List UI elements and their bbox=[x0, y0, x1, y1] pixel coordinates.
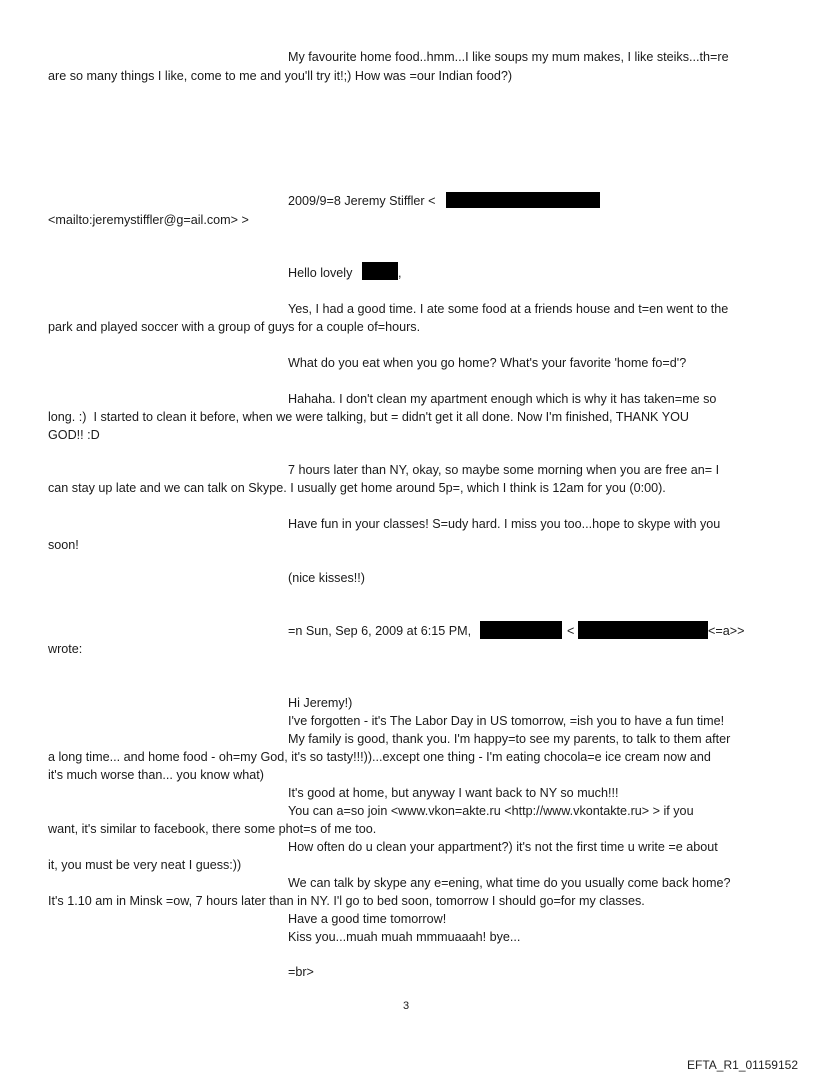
message-line: It's good at home, but anyway I want back to NY so much!!! bbox=[288, 786, 619, 800]
message-line: it's much worse than... you know what) bbox=[48, 768, 264, 782]
redaction-box bbox=[446, 192, 600, 208]
message-line: want, it's similar to facebook, there some phot=s of me too. bbox=[48, 822, 377, 836]
text-line: can stay up late and we can talk on Skype. I usually get home around 5p=, which I think is 12am for you (0:00). bbox=[48, 481, 666, 495]
message-line: I've forgotten - it's The Labor Day in US tomorrow, =ish you to have a fun time! bbox=[288, 714, 725, 728]
message-line: Hi Jeremy!) bbox=[288, 696, 353, 710]
redaction-box bbox=[362, 262, 398, 280]
bates-number: EFTA_R1_01159152 bbox=[687, 1058, 798, 1072]
text-line: (nice kisses!!) bbox=[288, 571, 365, 585]
text-line: 7 hours later than NY, okay, so maybe some morning when you are free an= I bbox=[288, 463, 720, 477]
text-line: are so many things I like, come to me and you'll try it!;) How was =our Indian food?) bbox=[48, 69, 513, 83]
message-line: a long time... and home food - oh=my God, it's so tasty!!!))...except one thing - I'm eating chocola=e ice cream now and bbox=[48, 750, 711, 764]
email-header-line: 2009/9=8 Jeremy Stiffler < bbox=[288, 194, 436, 208]
message-line: How often do u clean your appartment?) it's not the first time u write =e about bbox=[288, 840, 718, 854]
message-line: You can a=so join <www.vkon=akte.ru <http://www.vkontakte.ru> > if you bbox=[288, 804, 694, 818]
text-line: Hahaha. I don't clean my apartment enough which is why it has taken=me so bbox=[288, 392, 717, 406]
message-line: Have a good time tomorrow! bbox=[288, 912, 447, 926]
text-line: My favourite home food..hmm...I like soups my mum makes, I like steiks...th=re bbox=[288, 50, 729, 64]
message-line: =br> bbox=[288, 965, 314, 979]
text-line: long. :) I started to clean it before, when we were talking, but = didn't get it all done. Now I'm finished, THANK YOU bbox=[48, 410, 690, 424]
text-line: Have fun in your classes! S=udy hard. I miss you too...hope to skype with you bbox=[288, 517, 721, 531]
message-line: Kiss you...muah muah mmmuaaah! bye... bbox=[288, 930, 521, 944]
greeting-comma: , bbox=[398, 266, 402, 280]
page-number: 3 bbox=[403, 1000, 410, 1012]
email-header-tail: <=a>> bbox=[708, 624, 745, 638]
message-line: it, you must be very neat I guess:)) bbox=[48, 858, 242, 872]
message-line: It's 1.10 am in Minsk =ow, 7 hours later than in NY. I'l go to bed soon, tomorrow I should go=for my classes. bbox=[48, 894, 645, 908]
message-line: We can talk by skype any e=ening, what time do you usually come back home? bbox=[288, 876, 731, 890]
text-line: GOD!! :D bbox=[48, 428, 100, 442]
greeting-text: Hello lovely bbox=[288, 266, 353, 280]
text-line: park and played soccer with a group of guys for a couple of=hours. bbox=[48, 320, 421, 334]
redaction-box bbox=[480, 621, 562, 639]
text-line: Yes, I had a good time. I ate some food at a friends house and t=en went to the bbox=[288, 302, 729, 316]
text-line: What do you eat when you go home? What's your favorite 'home fo=d'? bbox=[288, 356, 687, 370]
text-line: soon! bbox=[48, 538, 79, 552]
email-header-line: =n Sun, Sep 6, 2009 at 6:15 PM, bbox=[288, 624, 472, 638]
message-line: My family is good, thank you. I'm happy=to see my parents, to talk to them after bbox=[288, 732, 731, 746]
email-header-bracket: < bbox=[567, 624, 575, 638]
email-address-line: <mailto:jeremystiffler@g=ail.com> > bbox=[48, 213, 249, 227]
redaction-box bbox=[578, 621, 708, 639]
email-header-wrote: wrote: bbox=[48, 642, 83, 656]
